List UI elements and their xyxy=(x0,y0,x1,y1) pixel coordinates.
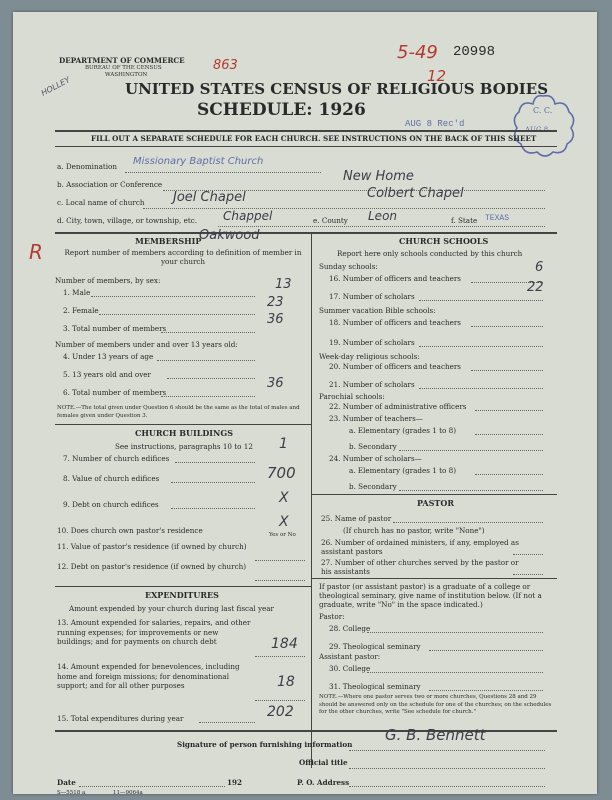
q31-line xyxy=(429,690,543,691)
state-label: f. State xyxy=(451,216,478,225)
pastor-title: PASTOR xyxy=(417,498,454,508)
q20-label: 20. Number of officers and teachers xyxy=(329,362,461,371)
q2-value: 23 xyxy=(267,295,284,310)
q16-label: 16. Number of officers and teachers xyxy=(329,274,461,283)
q1-line xyxy=(91,296,255,297)
department-label: DEPARTMENT OF COMMERCE xyxy=(59,56,185,65)
q21-line xyxy=(419,388,543,389)
q24a-label: a. Elementary (grades 1 to 8) xyxy=(349,466,456,475)
q23a-line xyxy=(475,434,543,435)
holley-stamp: HOLLEY xyxy=(39,75,72,98)
q2-line xyxy=(99,314,255,315)
members-by-sex: Number of members, by sex: xyxy=(55,276,161,285)
q4-label: 4. Under 13 years of age xyxy=(63,352,154,361)
association-value: New Home xyxy=(343,169,414,184)
r-mark: R xyxy=(29,240,43,264)
q16-value: 6 xyxy=(535,260,544,275)
q7-value: 1 xyxy=(279,436,288,452)
q13-line xyxy=(255,656,305,657)
denomination-line xyxy=(125,172,321,173)
q1-label: 1. Male xyxy=(63,288,91,297)
date-label: Date xyxy=(57,778,76,787)
schools-intro: Report here only schools conducted by this church xyxy=(337,249,523,258)
q2-label: 2. Female xyxy=(63,306,99,315)
q23b-label: b. Secondary xyxy=(349,442,397,451)
q10-value: X xyxy=(279,514,289,530)
form-number: S—5518 a xyxy=(57,790,86,796)
cc-stamp-date: AUG 8 xyxy=(525,126,549,134)
q15-label: 15. Total expenditures during year xyxy=(57,714,184,723)
q5-label: 5. 13 years old and over xyxy=(63,370,151,379)
cc-stamp-icon xyxy=(509,92,577,158)
q13-label: 13. Amount expended for salaries, repairs, and other running expenses; for improvements or new buildings; and for payments on church debt xyxy=(57,618,251,646)
q24b-label: b. Secondary xyxy=(349,482,397,491)
q7-line xyxy=(175,462,255,463)
address-label: P. O. Address xyxy=(297,778,350,787)
q10-label: 10. Does church own pastor's residence xyxy=(57,526,203,535)
instruction-line: FILL OUT A SEPARATE SCHEDULE FOR EACH CHURCH. SEE INSTRUCTIONS ON THE BACK OF THIS SHEET xyxy=(91,134,537,143)
q25-label: 25. Name of pastor xyxy=(321,514,392,523)
membership-rule xyxy=(55,424,311,425)
q19-label: 19. Number of scholars xyxy=(329,338,415,347)
q11-label: 11. Value of pastor's residence (if owned by church) xyxy=(57,542,247,551)
buildings-rule xyxy=(55,586,311,587)
pastor-sublabel: Pastor: xyxy=(319,612,345,621)
q3-value: 36 xyxy=(267,312,284,327)
q18-label: 18. Number of officers and teachers xyxy=(329,318,461,327)
oakwood-note: Oakwood xyxy=(199,228,260,243)
q24-label: 24. Number of scholars— xyxy=(329,454,422,463)
handwritten-863: 863 xyxy=(213,58,238,73)
q25-line xyxy=(393,522,543,523)
q20-line xyxy=(471,370,543,371)
pastor-note: NOTE.—Where one pastor serves two or more churches, Questions 28 and 29 should be answered only on the schedule for one of the churches; on the schedules for the other churches, write "See schedule for church." xyxy=(319,694,552,715)
header-rule-bottom xyxy=(55,146,557,147)
q17-value: 22 xyxy=(527,280,544,295)
graduate-note: If pastor (or assistant pastor) is a graduate of a college or theological seminary, give name of institution below. (If not a graduate, write "No" in the space indicated.) xyxy=(319,582,542,609)
schools-rule xyxy=(311,494,557,495)
q12-label: 12. Debt on pastor's residence (if owned by church) xyxy=(57,562,247,571)
q27-line xyxy=(513,574,543,575)
signature-line xyxy=(349,750,545,751)
local-name-value-2: Colbert Chapel xyxy=(367,186,464,201)
q8-label: 8. Value of church edifices xyxy=(63,474,160,483)
year-label: 192 xyxy=(227,778,243,787)
q30-line xyxy=(367,672,543,673)
parochial-schools: Parochial schools: xyxy=(319,392,385,401)
q9-value: X xyxy=(279,490,289,506)
date-line xyxy=(79,786,225,787)
q8-line xyxy=(171,482,255,483)
census-schedule-form xyxy=(13,12,597,794)
cc-stamp-label: C. C. xyxy=(533,106,553,115)
form-title: UNITED STATES CENSUS OF RELIGIOUS BODIES xyxy=(125,80,549,98)
age-heading: Number of members under and over 13 years old: xyxy=(55,340,238,349)
local-name-label: c. Local name of church xyxy=(57,198,145,207)
section-rule xyxy=(55,232,557,234)
received-date-stamp: AUG 8 Rec'd xyxy=(405,119,465,129)
expenditures-title: EXPENDITURES xyxy=(145,590,219,600)
pastor-rule xyxy=(311,578,557,579)
q24b-line xyxy=(399,490,543,491)
membership-title: MEMBERSHIP xyxy=(135,236,202,246)
q29-line xyxy=(429,650,543,651)
q26-line xyxy=(513,554,543,555)
assistant-sublabel: Assistant pastor: xyxy=(319,652,381,661)
q27-label: 27. Number of other churches served by the pastor or his assistants xyxy=(321,558,519,576)
q1-value: 13 xyxy=(275,277,292,292)
yes-no-hint: Yes or No xyxy=(269,532,296,538)
q8-value: 700 xyxy=(267,464,296,482)
membership-intro: Report number of members according to definition of member in your church xyxy=(64,248,302,266)
bureau-label: BUREAU OF THE CENSUS xyxy=(85,65,162,71)
schedule-number: 20998 xyxy=(453,44,496,60)
q6-label: 6. Total number of members xyxy=(63,388,167,397)
state-value: TEXAS xyxy=(485,214,510,223)
signature-label: Signature of person furnishing information xyxy=(177,740,353,749)
q6-value: 36 xyxy=(267,376,284,391)
handwritten-file-number: 5-49 xyxy=(397,42,438,63)
q22-label: 22. Number of administrative officers xyxy=(329,402,467,411)
q28-label: 28. College xyxy=(329,624,371,633)
q13-value: 184 xyxy=(271,636,298,652)
weekday-schools: Week-day religious schools: xyxy=(319,352,420,361)
q9-line xyxy=(171,508,255,509)
q7-label: 7. Number of church edifices xyxy=(63,454,170,463)
q24a-line xyxy=(475,474,543,475)
q30-label: 30. College xyxy=(329,664,371,673)
q19-line xyxy=(419,346,543,347)
county-value: Leon xyxy=(368,209,398,223)
city-line xyxy=(218,226,545,227)
q15-line xyxy=(199,722,255,723)
q29-label: 29. Theological seminary xyxy=(329,642,421,651)
buildings-title: CHURCH BUILDINGS xyxy=(135,428,233,438)
q17-label: 17. Number of scholars xyxy=(329,292,415,301)
header-rule-top xyxy=(55,130,557,132)
q23b-line xyxy=(399,450,543,451)
q18-line xyxy=(471,326,543,327)
signature-value: G. B. Bennett xyxy=(385,726,486,744)
city-label: WASHINGTON xyxy=(105,72,148,78)
local-name-value: Joel Chapel xyxy=(173,190,246,205)
county-label: e. County xyxy=(313,216,348,225)
schools-title: CHURCH SCHOOLS xyxy=(399,236,489,246)
q3-line xyxy=(161,332,255,333)
city-label-field: d. City, town, village, or township, etc. xyxy=(57,216,198,225)
q23a-label: a. Elementary (grades 1 to 8) xyxy=(349,426,456,435)
q26-label: 26. Number of ordained ministers, if any, employed as assistant pastors xyxy=(321,538,519,556)
print-number: 11—9064a xyxy=(113,790,143,796)
city-value: Chappel xyxy=(223,209,273,223)
q23-label: 23. Number of teachers— xyxy=(329,414,423,423)
q15-value: 202 xyxy=(267,704,294,720)
sunday-schools: Sunday schools: xyxy=(319,262,378,271)
address-line xyxy=(349,786,545,787)
q14-value: 18 xyxy=(277,674,295,690)
summer-schools: Summer vacation Bible schools: xyxy=(319,306,436,315)
buildings-intro: See instructions, paragraphs 10 to 12 xyxy=(115,442,253,451)
q22-line xyxy=(475,410,543,411)
q21-label: 21. Number of scholars xyxy=(329,380,415,389)
q4-line xyxy=(157,360,255,361)
membership-note: NOTE.—The total given under Question 6 should be the same as the total of males and females given under Question 3. xyxy=(57,405,300,419)
q11-line xyxy=(255,560,305,561)
association-label: b. Association or Conference xyxy=(57,180,163,189)
q14-label: 14. Amount expended for benevolences, including home and foreign missions; for denominational support; and for all other purposes xyxy=(57,662,240,690)
handwritten-12: 12 xyxy=(427,67,447,85)
center-divider xyxy=(311,232,312,768)
q25-note: (If church has no pastor, write "None") xyxy=(343,526,485,535)
official-title-line xyxy=(349,768,545,769)
expenditures-intro: Amount expended by your church during last fiscal year xyxy=(69,604,274,613)
q14-line xyxy=(255,700,305,701)
q17-line xyxy=(419,300,543,301)
denomination-value: Missionary Baptist Church xyxy=(133,156,264,167)
q5-line xyxy=(167,378,255,379)
q3-label: 3. Total number of members xyxy=(63,324,167,333)
q31-label: 31. Theological seminary xyxy=(329,682,421,691)
local-name-line xyxy=(143,208,545,209)
q28-line xyxy=(367,632,543,633)
q6-line xyxy=(161,396,255,397)
official-title-label: Official title xyxy=(299,758,348,767)
q12-line xyxy=(255,580,305,581)
form-subtitle: SCHEDULE: 1926 xyxy=(197,100,366,120)
q9-label: 9. Debt on church edifices xyxy=(63,500,159,509)
denomination-label: a. Denomination xyxy=(57,162,117,171)
